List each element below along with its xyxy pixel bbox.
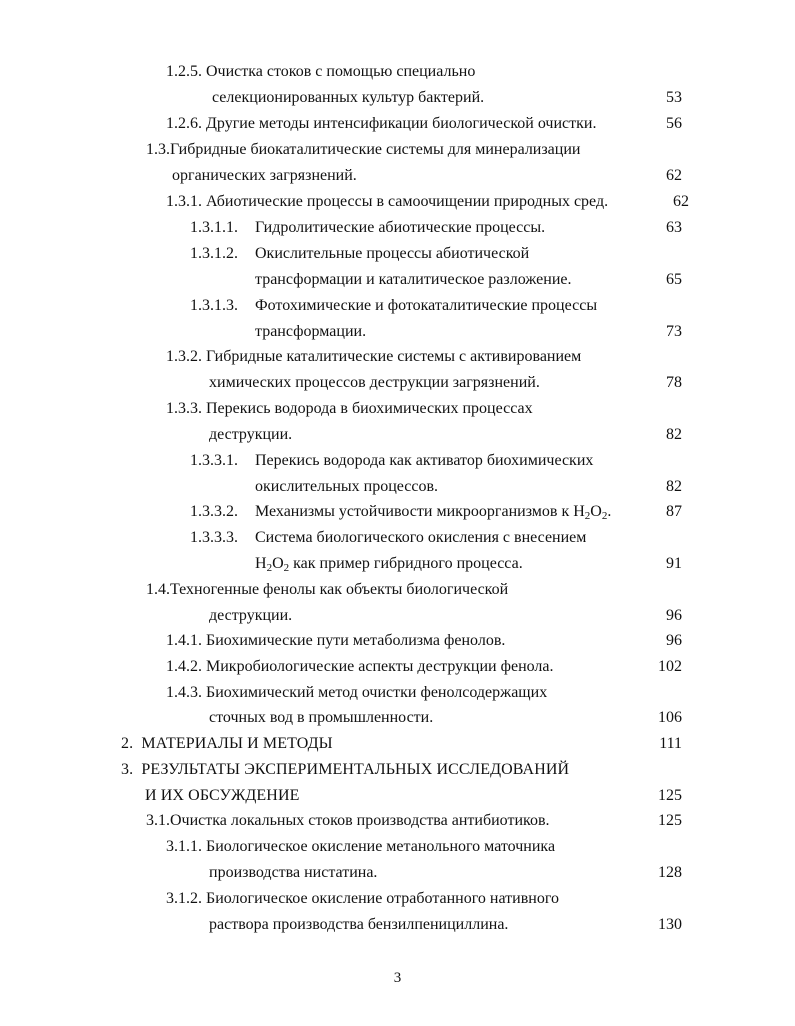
toc-entry-1-3-3-1 <box>190 451 238 471</box>
toc-title: Очистка локальных стоков производства антибиотиков. <box>170 812 550 829</box>
toc-entry-1-4-2 <box>166 657 554 677</box>
toc-title-continuation: химических процессов деструкции загрязнений. <box>209 374 540 391</box>
toc-title-continuation: производства нистатина. <box>209 864 378 881</box>
toc-entry-1-2-5 <box>166 62 475 82</box>
toc-title: Очистка стоков с помощью специально <box>206 63 476 80</box>
toc-entry-1-3 <box>146 140 580 160</box>
toc-page-number: 78 <box>666 374 682 391</box>
toc-title-text: как пример гибридного процесса. <box>289 555 523 572</box>
toc-title: Окислительные процессы абиотической <box>255 245 530 262</box>
toc-entry-1-4 <box>146 580 508 600</box>
subscript: 2 <box>584 510 591 522</box>
toc-number: 1.3.2. <box>166 348 202 365</box>
toc-entry-3 <box>121 760 569 780</box>
toc-page-number: 56 <box>666 115 682 132</box>
toc-title: Гибридные каталитические системы с активированием <box>206 348 582 365</box>
toc-entry-1-3-3-2 <box>190 502 238 522</box>
toc-number: 1.3.1. <box>166 193 202 210</box>
subscript: 2 <box>266 562 273 574</box>
toc-number: 1.3.3.1. <box>190 452 238 469</box>
toc-page-number: 87 <box>666 503 682 520</box>
toc-page-number: 96 <box>666 607 682 624</box>
toc-page-number: 65 <box>666 271 682 288</box>
toc-entry-3-1 <box>146 811 550 831</box>
toc-title: Перекись водорода как активатор биохимических <box>255 452 594 469</box>
toc-number: 1.4. <box>146 581 170 598</box>
toc-title: Биологическое окисление отработанного нативного <box>206 890 559 907</box>
toc-title-text: Механизмы устойчивости микроорганизмов к H <box>255 503 585 520</box>
toc-title <box>255 502 611 522</box>
toc-number: 3.1.1. <box>166 838 202 855</box>
subscript: 2 <box>283 562 290 574</box>
toc-title-continuation: органических загрязнений. <box>172 167 357 184</box>
toc-page-number: 53 <box>666 89 682 106</box>
toc-page-number: 62 <box>673 193 689 210</box>
toc-title-continuation: деструкции. <box>209 426 293 443</box>
toc-entry-1-2-6 <box>166 114 596 134</box>
toc-title: Микробиологические аспекты деструкции фенола. <box>206 658 554 675</box>
toc-title-continuation: трансформации и каталитическое разложение. <box>255 271 572 288</box>
toc-title-continuation <box>255 554 523 574</box>
toc-page-number: 130 <box>658 916 682 933</box>
toc-entry-1-3-1-2 <box>190 244 238 264</box>
toc-title-continuation: И ИХ ОБСУЖДЕНИЕ <box>145 787 300 804</box>
toc-title: Система биологического окисления с внесением <box>255 529 587 546</box>
toc-entry-1-4-3 <box>166 683 547 703</box>
toc-page-number: 62 <box>666 167 682 184</box>
toc-entry-1-3-2 <box>166 347 581 367</box>
toc-page-number: 96 <box>666 632 682 649</box>
toc-page-number: 125 <box>658 812 682 829</box>
toc-title-continuation: раствора производства бензилпенициллина. <box>209 916 509 933</box>
toc-number: 3.1. <box>146 812 170 829</box>
page-number: 3 <box>393 970 402 986</box>
toc-page-number: 102 <box>658 658 682 675</box>
toc-title: Другие методы интенсификации биологической очистки. <box>206 115 597 132</box>
toc-title: Техногенные фенолы как объекты биологической <box>170 581 509 598</box>
toc-number: 1.3.1.3. <box>190 297 238 314</box>
toc-entry-1-4-1 <box>166 631 505 651</box>
toc-number: 2. <box>121 735 134 752</box>
toc-number: 1.2.6. <box>166 115 202 132</box>
toc-page-number: 63 <box>666 219 682 236</box>
toc-title-continuation: сточных вод в промышленности. <box>209 709 434 726</box>
toc-entry-1-3-1 <box>166 192 608 212</box>
toc-number: 1.3.3. <box>166 400 202 417</box>
toc-title: Абиотические процессы в самоочищении природных сред. <box>206 193 609 210</box>
toc-title: МАТЕРИАЛЫ И МЕТОДЫ <box>141 735 333 752</box>
toc-title: Биохимический метод очистки фенолсодержащих <box>206 684 548 701</box>
toc-title: Фотохимические и фотокаталитические процессы <box>255 297 598 314</box>
toc-page-number: 106 <box>658 709 682 726</box>
toc-title-text: . <box>607 503 612 520</box>
toc-title: Гибридные биокаталитические системы для минерализации <box>170 141 581 158</box>
toc-title-continuation: деструкции. <box>209 607 293 624</box>
toc-title-continuation: окислительных процессов. <box>255 478 439 495</box>
toc-number: 1.3.3.3. <box>190 529 238 546</box>
toc-number: 1.3. <box>146 141 170 158</box>
toc-entry-2 <box>121 734 333 754</box>
toc-title: Биологическое окисление метанольного маточника <box>206 838 556 855</box>
toc-title-continuation: трансформации. <box>255 323 367 340</box>
toc-page-number: 82 <box>666 426 682 443</box>
toc-entry-3-1-1 <box>166 837 555 857</box>
toc-number: 3.1.2. <box>166 890 202 907</box>
toc-entry-1-3-1-3 <box>190 296 238 316</box>
toc-entry-3-1-2 <box>166 889 559 909</box>
toc-title-text: O <box>272 555 284 572</box>
toc-page-number: 73 <box>666 323 682 340</box>
toc-title: РЕЗУЛЬТАТЫ ЭКСПЕРИМЕНТАЛЬНЫХ ИССЛЕДОВАНИЙ <box>141 761 570 778</box>
toc-number: 1.3.1.1. <box>190 219 238 236</box>
toc-entry-1-3-3-3 <box>190 528 238 548</box>
toc-title: Биохимические пути метаболизма фенолов. <box>206 632 506 649</box>
toc-entry-1-3-3 <box>166 399 533 419</box>
toc-number: 1.4.1. <box>166 632 202 649</box>
toc-title-text: O <box>590 503 602 520</box>
toc-title: Гидролитические абиотические процессы. <box>255 219 546 236</box>
toc-entry-1-3-1-1 <box>190 218 238 238</box>
subscript: 2 <box>601 510 608 522</box>
toc-title: Перекись водорода в биохимических процессах <box>206 400 533 417</box>
toc-title-text: H <box>255 555 267 572</box>
toc-number: 1.3.3.2. <box>190 503 238 520</box>
toc-number: 1.2.5. <box>166 63 202 80</box>
toc-page-number: 111 <box>659 735 682 752</box>
toc-page-number: 125 <box>658 787 682 804</box>
toc-page-number: 82 <box>666 478 682 495</box>
toc-number: 1.3.1.2. <box>190 245 238 262</box>
toc-number: 1.4.2. <box>166 658 202 675</box>
toc-page-number: 128 <box>658 864 682 881</box>
toc-page-number: 91 <box>666 555 682 572</box>
toc-number: 1.4.3. <box>166 684 202 701</box>
toc-number: 3. <box>121 761 134 778</box>
toc-title-continuation: селекционированных культур бактерий. <box>212 89 485 106</box>
